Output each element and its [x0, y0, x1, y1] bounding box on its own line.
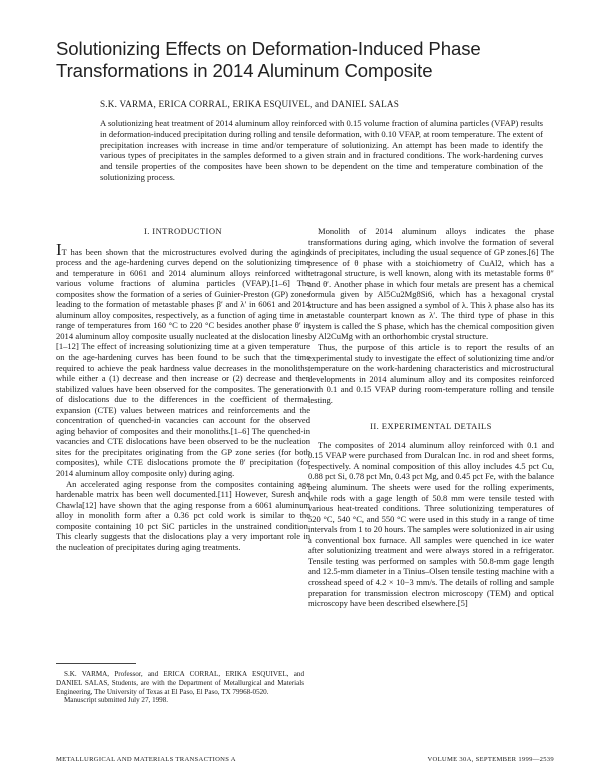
intro-paragraph-1 — [56, 239, 310, 479]
author-footnote — [56, 670, 304, 705]
author-list: S.K. VARMA, ERICA CORRAL, ERIKA ESQUIVEL, and DANIEL SALAS — [100, 99, 400, 109]
article-title: Solutionizing Effects on Deformation-Induced Phase Transformations in 2014 Aluminum Composite — [56, 38, 481, 81]
experimental-paragraph-1: The composites of 2014 aluminum alloy reinforced with 0.1 and 0.15 VFAP were purchased from Duralcan Inc. in rod and sheet forms, respectively. A nominal composition of this alloy includes 4.5 pct Cu, 0.88 pct Si, 0.78 pct Mn, 0.43 pct Mg, and 0.45 pct Fe, with the balance being aluminum. The sheets were used for the rolling experiments, while rods with a gage length of 50.8 mm were tensile tested with various heat-treated conditions. Three solutionizing temperatures of 520 °C, 540 °C, and 550 °C were used in this study in a range of time intervals from 1 to 20 hours. The samples were solutionized in air using a conventional box furnace. All samples were quenched in ice water after solutionizing treatment and were always stored in a refrigerator. Tensile testing was performed on samples with 50.8-mm gage length and 12.5-mm diameter in a Tinius–Olsen tensile testing machine with a crosshead speed of 4.2 × 10−3 mm/s. The details of rolling and sample preparation for transmission electron microscopy (TEM) and optical microscopy have been described elsewhere.[5] — [308, 439, 554, 609]
left-column — [56, 226, 310, 552]
footnote-submission: Manuscript submitted July 27, 1998. — [64, 696, 169, 705]
section-heading-experimental: II. EXPERIMENTAL DETAILS — [370, 421, 492, 432]
abstract: A solutionizing heat treatment of 2014 aluminum alloy reinforced with 0.15 volume fraction of alumina particles (VFAP) results in deformation-induced precipitation during rolling and tensile deformation, with 0.10 VFAP, at room temperature. The extent of precipitation increases with increase in time and/or temperature of solutionizing. An attempt has been made to identify the various types of precipitates in the samples deformed to a given strain and in fractured conditions. The work-hardening curves and tensile properties of the composites have been shown to be dependent on the time and temperature combination of the solutionizing process. — [100, 118, 543, 182]
footnote-affiliation: S.K. VARMA, Professor, and ERICA CORRAL, ERIKA ESQUIVEL, and DANIEL SALAS, Students, are with the Department of Metallurgical and Materials Engineering, The University of Texas at El Paso, El Paso, TX 79968-0520. — [56, 670, 304, 696]
footnote-rule — [56, 663, 136, 664]
intro-paragraph-3: Monolith of 2014 aluminum alloys indicates the phase transformations during aging, which involve the formation of several kinds of precipitates, including the usual sequence of GP zones.[6] The presence of θ phase with a stoichiometry of CuAl2, which has a tetragonal structure, is well known, along with its metastable forms θ″ and θ′. Another phase in which four metals are present has a chemical formula given by Al5Cu2Mg8Si6, which has a hexagonal crystal structure and has been assigned a symbol of λ. This λ phase also has its metastable counterpart known as λ′. The third type of phase in this system is called the S phase, which has the chemical composition given by Al2CuMg with an orthorhombic crystal structure. — [308, 226, 554, 342]
right-column — [308, 226, 554, 609]
section-heading-introduction: I. INTRODUCTION — [143, 226, 223, 236]
drop-cap: I — [56, 239, 62, 259]
running-footer-volume: VOLUME 30A, SEPTEMBER 1999—2539 — [427, 756, 554, 763]
intro-paragraph-1-text: T has been shown that the microstructures evolved during the aging process and the age-hardening curves depend on the solutionizing time and temperature in 6061 and 2014 aluminum alloys reinforced with various volume fractions of alumina particles (VFAP).[1–6] The composites show the formation of a series of Guinier-Preston (GP) zones leading to the formation of metastable phases β′ and λ′ in 6061 and 2014 aluminum alloy composites, respectively, as a function of aging time in a range of temperatures from 160 °C to 220 °C besides another phase θ′ in 2014 aluminum alloy composite usually nucleated at the dislocation lines.[1–12] The effect of increasing solutionizing time at a given temperature on the age-hardening curves has been found to be such that the time required to achieve the peak hardness value decreases in the monoliths, while either a (1) decrease and then increase or (2) decrease and then stabilized values have been observed for the composites. The generation of dislocations due to the differences in the coefficient of thermal expansion (CTE) values between matrices and reinforcements and the concentration of quenched-in vacancies can account for the observed aging behavior of composites and their monoliths.[1–6] The quenched-in vacancies and CTE dislocations have been observed to be the nucleation sites for the precipitates originating from the GP zone series (for both composites), while CTE dislocations promote the θ′ precipitation (for 2014 aluminum alloy composite only) during aging. — [56, 246, 310, 479]
intro-paragraph-4: Thus, the purpose of this article is to report the results of an experimental study to investigate the effect of solutionizing time and/or temperature on the work-hardening characteristics and microstructural developments in 2014 aluminum alloy and its composites reinforced with 0.1 and 0.15 VFAP during room-temperature rolling and tensile testing. — [308, 342, 554, 405]
intro-paragraph-2: An accelerated aging response from the composites containing age hardenable matrix has been well documented.[11] However, Suresh and Chawla[12] have shown that the aging response from a 6061 aluminum alloy in monolith form after a 0.36 pct cold work is similar to the composite containing 10 pct SiC particles in the unstrained condition. This clearly suggests that the dislocations play a very important role in the nucleation of precipitates during aging treatments. — [56, 478, 310, 552]
running-footer-journal: METALLURGICAL AND MATERIALS TRANSACTIONS A — [56, 756, 236, 763]
